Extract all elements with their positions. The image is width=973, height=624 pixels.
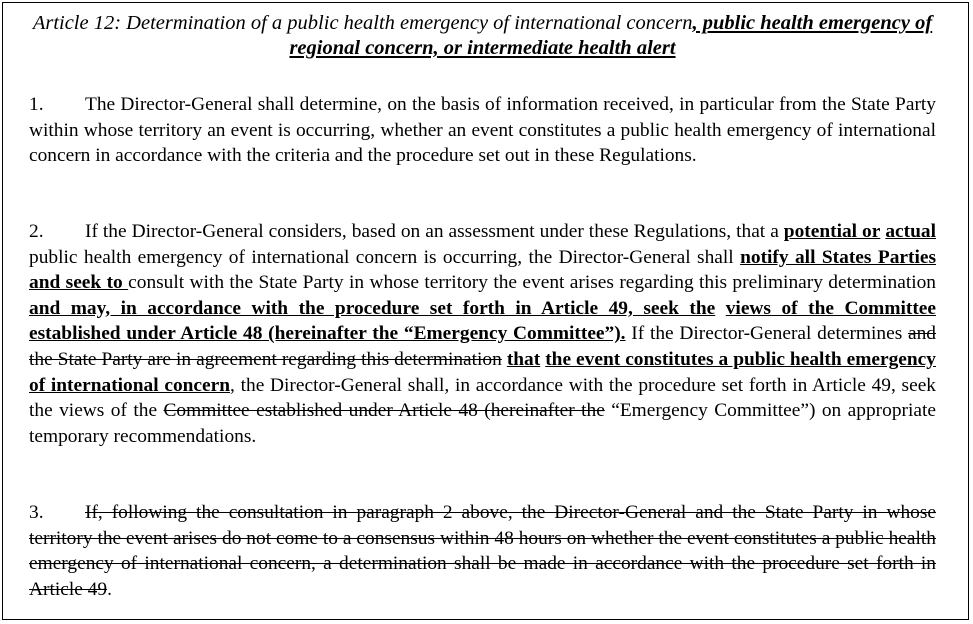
text-run: If the Director-General considers, based on an assessment under these Regulations, that a (85, 221, 784, 242)
text-run: “Emergency Committee”) on appropriate temporary recommendations. (29, 400, 936, 447)
article-title-inserted-text: , public health emergency of regional concern, or intermediate health alert (289, 12, 933, 59)
paragraph-1 (29, 92, 936, 169)
inserted-text: and may, in accordance with the procedure set forth in Article 49, seek the (29, 297, 716, 319)
inserted-text: potential or (783, 221, 881, 242)
inserted-text: the event constitutes a public health emergency of international concern (29, 348, 936, 396)
paragraph-2 (29, 219, 936, 449)
deleted-text: If, following the consultation in paragraph 2 above, the Director-General and the State Party in whose territory the event arises do not come to a consensus within 48 hours on whether the event constitutes a public health emergency of international concern, a determination shall be made in accordance with the procedure set forth in Article 49 (29, 502, 936, 600)
text-run: public health emergency of international concern is occurring, the Director-General shall (29, 246, 741, 268)
deleted-text: and the State Party are in agreement regarding this determination (29, 323, 936, 370)
text-run (715, 298, 726, 319)
paragraph-number: 2. (29, 221, 44, 242)
inserted-text: actual (885, 221, 936, 242)
inserted-text: notify all States Parties and seek to (29, 246, 936, 294)
inserted-text: views of the Committee established under Article 48 (hereinafter the “Emergency Committee”). (29, 297, 936, 345)
article-title (30, 11, 935, 61)
text-run: . (107, 578, 112, 600)
text-run: The Director-General shall determine, on the basis of information received, in particular from the State Party within whose territory an event is occurring, whether an event constitutes a public health emergency of international concern in accordance with the criteria and the procedure set out in these Regulations. (29, 94, 936, 167)
inserted-text: that (506, 348, 541, 370)
text-run: , the Director-General shall, in accordance with the procedure set forth in Article 49, seek the views of the (29, 374, 936, 422)
paragraph-3 (29, 500, 936, 602)
deleted-text: Committee established under Article 48 (hereinafter the (163, 400, 605, 422)
article-title-text: Article 12: Determination of a public health emergency of international concern (32, 12, 693, 34)
paragraph-number: 3. (29, 502, 44, 523)
paragraph-number: 1. (29, 94, 44, 115)
text-run: consult with the State Party in whose territory the event arises regarding this preliminary determination (128, 272, 936, 294)
text-run: If the Director-General determines (625, 323, 908, 345)
